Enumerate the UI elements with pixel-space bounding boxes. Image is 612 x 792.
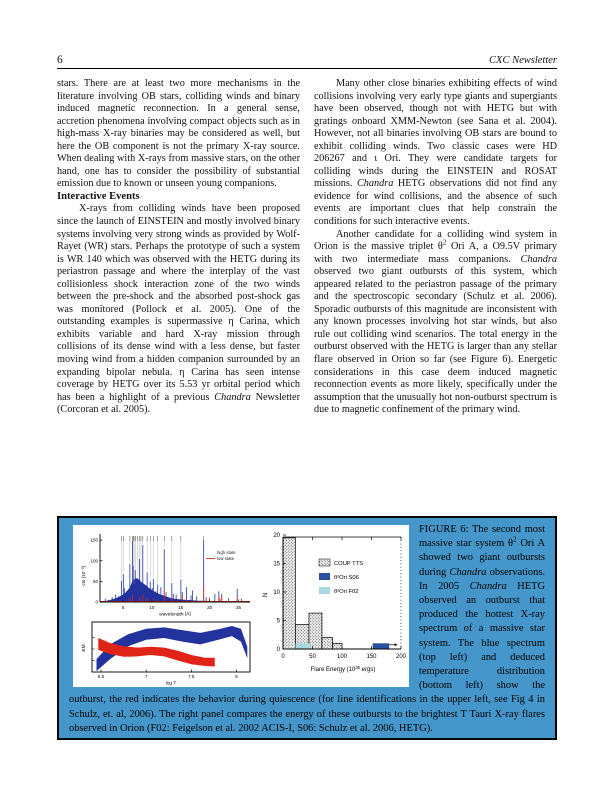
- svg-text:6.5: 6.5: [97, 674, 105, 679]
- svg-text:N: N: [263, 592, 269, 598]
- svg-text:low state: low state: [217, 556, 234, 561]
- svg-text:0: 0: [276, 647, 280, 653]
- svg-text:0: 0: [281, 654, 285, 660]
- svg-text:7.5: 7.5: [188, 674, 195, 679]
- svg-text:100: 100: [90, 558, 98, 564]
- svg-text:50: 50: [309, 654, 316, 660]
- svg-text:50: 50: [92, 578, 98, 584]
- paragraph: X-rays from colliding winds have been proposed since the launch of EINSTEIN and mostly involved binary systems involving very strong winds as provided by Wolf-Rayet (WR) stars. Perhaps the prototype of such a system is WR 140 which was observed with the HETG during its periastron passage and where the interplay of the vast collisionless shock interaction zone of the two winds between the pre-shock and the absorbed post-shock gas was monitored (Pollock et al. 2005). One of the outstanding examples is supermassive η Carina, which exhibits variable and hard X-ray mission through collisions of its dense wind with a less dense, but faster moving wind from a hidden companion surrounded by an expanding bipolar nebula. η Carina has seen intense coverage by HETG over its 5.53 yr orbital period which has been a highlight of a previous Chandra Newsletter (Corcoran et al. 2005).: [57, 203, 300, 416]
- svg-text:15: 15: [178, 605, 184, 610]
- right-column: [314, 78, 557, 516]
- svg-text:θ²Ori S06: θ²Ori S06: [334, 575, 359, 581]
- page-number: 6: [57, 54, 63, 66]
- page-header: [57, 48, 557, 69]
- temperature-distribution-chart: [78, 618, 254, 686]
- svg-text:200: 200: [395, 654, 407, 660]
- svg-text:cts [10⁻³]: cts [10⁻³]: [82, 566, 87, 586]
- figure-6-caption: FIGURE 6: The second most massive star system $\theta^2$ Ori A showed two giant outbursts during Chandra observations. In 2005 Chandra HETG observed an outburst that produced the hottest X-ray spectrum of a massive star system. The blue spectrum (top left) and deduced temperature distribution (bottom left) show the outburst, the red indicates the behavior during quiescence (for line identifications in the upper left, see Fig 4 in Schulz, et. al, 2006). The right panel compares the energy of these outbursts to the brightest T Tauri X-ray flares observed in Orion (F02: Feigelson et al. 2002 ACIS-I, S06: Schulz et al. 2006, HETG).: [69, 524, 546, 734]
- svg-text:150: 150: [366, 654, 377, 660]
- flare-energy-histogram: [259, 525, 407, 687]
- svg-text:log T: log T: [165, 681, 177, 686]
- section-heading: Interactive Events: [57, 190, 140, 202]
- figure-6-plot-panel: [73, 525, 409, 687]
- svg-text:25: 25: [235, 605, 241, 610]
- svg-text:5: 5: [276, 618, 280, 625]
- paragraph: Many other close binaries exhibiting effects of wind collisions involving very early type giants and supergiants have been observed, though not with HETG but with gratings onboard XMM-Newton (see Sana et al. 2004). However, not all binaries involving OB stars are bound to exhibit colliding winds. Two classic cases were HD 206267 and ι Ori. They were candidate targets for colliding winds during the EINSTEIN and ROSAT missions. Chandra HETG observations did not find any evidence for wind collisions, and the absence of such events are important clues that help constrain the conditions for such interactive events.: [314, 78, 557, 228]
- svg-text:5: 5: [121, 605, 125, 610]
- svg-text:150: 150: [90, 537, 98, 543]
- outburst-spectrum-chart: [78, 528, 254, 616]
- svg-text:high state: high state: [217, 550, 236, 555]
- journal-title: CXC Newsletter: [489, 55, 557, 66]
- svg-text:20: 20: [273, 533, 280, 539]
- svg-text:20: 20: [207, 605, 213, 610]
- svg-text:8: 8: [235, 674, 238, 679]
- svg-text:Flare Energy (1035 ergs): Flare Energy ($10^{35}$ ergs): [310, 664, 376, 673]
- svg-text:7: 7: [144, 674, 148, 679]
- svg-text:10: 10: [149, 605, 155, 610]
- paragraph: stars. There are at least two more mechanisms in the literature involving OB stars, colliding winds and binary induced magnetic reconnection. In a general sense, accretion phenomena involving compact objects such as in high-mass X-ray binaries may be considered as well, but here the OB component is not the primary X-ray source. When dealing with X-rays from massive stars, on the other hand, one has to consider the possibility of substantial emission due to known or unseen young companions.: [57, 78, 300, 190]
- svg-text:100: 100: [336, 654, 348, 660]
- svg-text:EM: EM: [82, 644, 87, 652]
- svg-text:10: 10: [273, 590, 280, 596]
- svg-text:15: 15: [273, 561, 280, 568]
- svg-text:0: 0: [95, 599, 98, 605]
- svg-text:θ²Ori F02: θ²Ori F02: [334, 589, 359, 595]
- svg-text:COUP TTS: COUP TTS: [334, 561, 364, 567]
- paragraph: Another candidate for a colliding wind system in Orion is the massive triplet $\theta^2$ Ori A, a O9.5V primary with two intermediate mass companions. Chandra observed two giant outbursts of this system, which appeared related to the periastron passage of the primary and the spectroscopic secondary (Schulz et al. 2006). Sporadic outbursts of this magnitude are inconsistent with any known processes involving hot star winds, but also rule out colliding wind scenarios. The total energy in the outburst observed with the HETG is larger than any stellar flare observed in Orion so far (see Figure 6). Energetic considerations in this case deem induced magnetic reconnection events as more likely, specifically under the assumption that the unusually hot non-outburst spectrum is due to magnetic confinement of the primary wind.: [314, 228, 557, 416]
- figure-6-box: [57, 516, 557, 740]
- left-column: [57, 78, 300, 516]
- two-column-body: [57, 78, 557, 516]
- svg-text:wavelength [Å]: wavelength [Å]: [159, 612, 191, 616]
